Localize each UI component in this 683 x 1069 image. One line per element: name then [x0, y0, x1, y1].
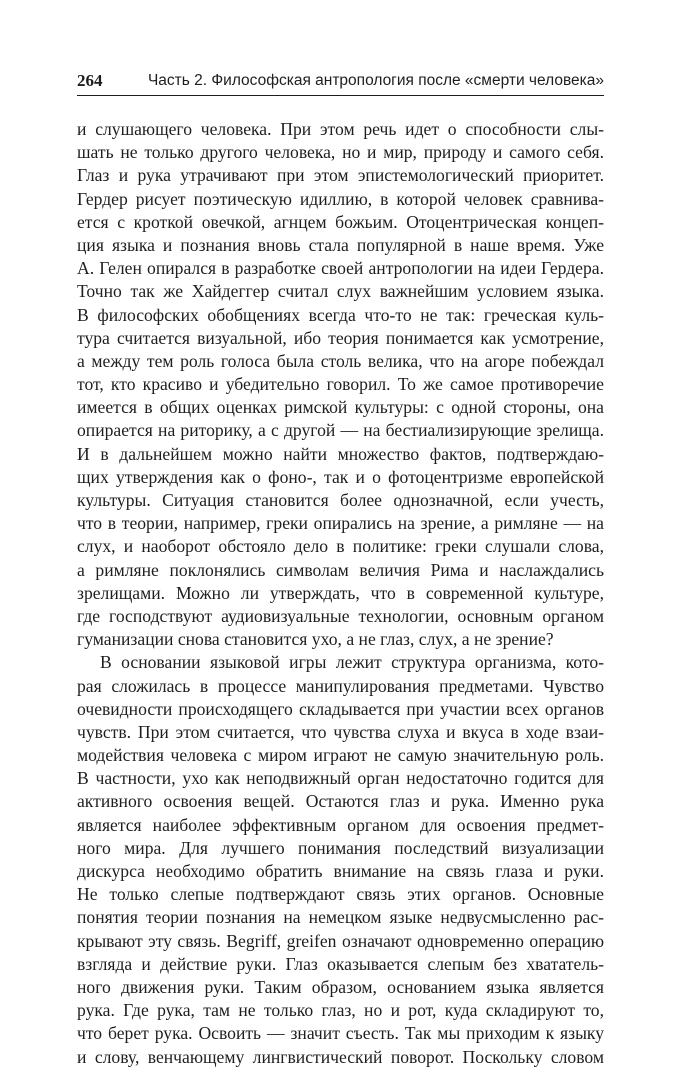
text-line: В основании языковой игры лежит структура организма, кото- — [100, 652, 604, 673]
text-line: А. Гелен опирался в разработке своей антропологии на идеи Гердера. — [77, 258, 604, 279]
body-text — [77, 118, 604, 1069]
text-line: и слушающего человека. При этом речь идет о способности слы- — [77, 119, 604, 139]
page-number: 264 — [77, 71, 103, 90]
text-line: а между тем роль голоса была столь велика, что на агоре побеждал — [77, 350, 604, 371]
text-line: что в теории, например, греки опирались на зрение, а римляне — на — [77, 513, 604, 534]
header-rule — [77, 95, 604, 96]
text-line: слух, и наоборот обстояло дело в политике: греки слушали слова, — [77, 536, 604, 557]
text-line: культуры. Ситуация становится более однозначной, если учесть, — [77, 490, 604, 510]
text-line: рая сложилась в процессе манипулирования предметами. Чувство — [77, 675, 604, 696]
text-line: щих утверждения как о фоно-, так и о фотоцентризме европейской — [77, 466, 604, 487]
text-line: шать не только другого человека, но и мир, природу и самого себя. — [77, 142, 604, 163]
text-line: имеется в общих оценках римской культуры: с одной стороны, она — [77, 397, 604, 418]
text-line: Глаз и рука утрачивают при этом эпистемологический приоритет. — [77, 165, 604, 186]
text-line: В философских обобщениях всегда что-то не так: греческая куль- — [77, 304, 604, 325]
text-line: а римляне поклонялись символам величия Рима и наслаждались — [77, 559, 604, 580]
text-line: В частности, ухо как неподвижный орган недостаточно годится для — [77, 768, 604, 789]
text-line: Не только слепые подтверждают связь этих органов. Основные — [77, 884, 604, 905]
text-line: ного мира. Для лучшего понимания последствий визуализации — [77, 837, 604, 858]
text-line: ция языка и познания вновь стала популярной в наше время. Уже — [77, 234, 604, 255]
text-line: тот, кто красиво и убедительно говорил. То же самое противоречие — [77, 374, 604, 395]
page-header — [77, 70, 604, 96]
text-line: взгляда и действие руки. Глаз оказывается слепым без хвататель- — [77, 953, 604, 974]
text-line: дискурса необходимо обратить внимание на связь глаза и руки. — [77, 861, 604, 881]
text-line: Гердер рисует поэтическую идиллию, в которой человек сравнива- — [77, 188, 604, 209]
text-line: и слову, венчающему лингвистический поворот. Поскольку словом — [77, 1046, 604, 1067]
text-line: опирается на риторику, а с другой — на бестиализирующие зрелища. — [77, 420, 604, 441]
text-line: рука. Где рука, там не только глаз, но и рот, куда складируют то, — [77, 1000, 604, 1021]
text-line: что берет рука. Освоить — значит съесть. Так мы приходим к языку — [77, 1023, 604, 1044]
paragraph-2 — [77, 651, 604, 1068]
text-line: очевидности происходящего складывается при участии всех органов — [77, 698, 604, 719]
paragraph-1 — [77, 118, 604, 651]
text-line: модействия человека с миром играют не самую значительную роль. — [77, 745, 604, 766]
text-line: чувств. При этом считается, что чувства слуха и вкуса в ходе взаи- — [77, 721, 604, 742]
text-line: является наиболее эффективным органом для освоения предмет- — [77, 814, 604, 835]
text-line: активного освоения вещей. Остаются глаз и рука. Именно рука — [77, 791, 604, 812]
text-line: тура считается визуальной, ибо теория понимается как усмотрение, — [77, 327, 604, 348]
text-line: ется с кроткой овечкой, агнцем божьим. Отоцентрическая концеп- — [77, 211, 604, 232]
text-line: зрелищами. Можно ли утверждать, что в современной культуре, — [77, 582, 604, 603]
text-line: крывают эту связь. Begriff, greifen означают одновременно операцию — [77, 930, 604, 951]
running-title: Часть 2. Философская антропология после «смерти человека» — [147, 72, 604, 89]
text-line: где господствуют аудиовизуальные технологии, основным органом — [77, 605, 604, 626]
text-line: гуманизации снова становится ухо, а не глаз, слух, а не зрение? — [77, 629, 554, 650]
text-line: ного движения руки. Таким образом, основанием языка является — [77, 976, 604, 997]
text-line: И в дальнейшем можно найти множество фактов, подтверждаю- — [77, 443, 604, 464]
text-line: понятия теории познания на немецком языке недвусмысленно рас- — [77, 907, 604, 928]
text-line: Точно так же Хайдеггер считал слух важнейшим условием языка. — [77, 281, 604, 302]
